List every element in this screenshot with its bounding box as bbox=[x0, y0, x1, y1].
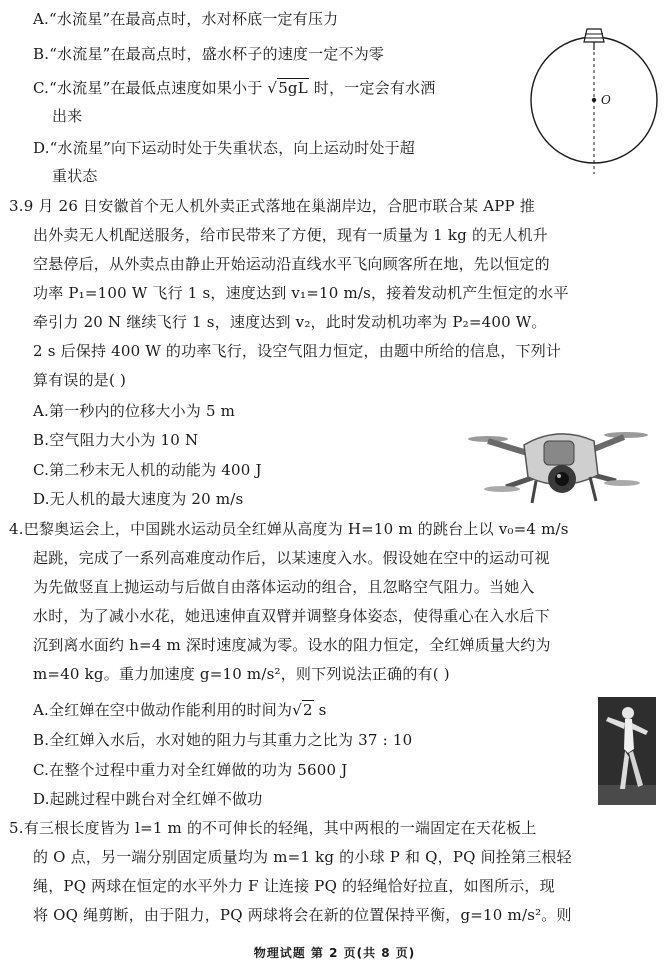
q3-stem-line-1: 3.9 月 26 日安徽首个无人机外卖正式落地在巢湖岸边，合肥市联合某 APP 推 bbox=[9, 197, 536, 215]
q4-option-a-unit: s bbox=[313, 701, 327, 719]
q4-option-a bbox=[33, 700, 327, 720]
q4-stem-line-3: 为先做竖直上抛运动与后做自由落体运动的组合，且忽略空气阻力。当她入 bbox=[33, 578, 535, 596]
q2-option-a: A.“水流星”在最高点时，水对杯底一定有压力 bbox=[33, 10, 339, 28]
q3-option-c: C.第二秒末无人机的动能为 400 J bbox=[33, 461, 262, 479]
sqrt-symbol: √ bbox=[267, 79, 278, 97]
q2-option-d-cont: 重状态 bbox=[52, 167, 98, 185]
drone-photo bbox=[466, 415, 656, 513]
q4-option-a-text: A.全红婵在空中做动作能利用的时间为 bbox=[33, 701, 293, 719]
q2-option-c-text: C.“水流星”在最低点速度如果小于 bbox=[33, 79, 263, 97]
q4-stem-line-5: 沉到离水面约 h=4 m 深时速度减为零。设水的阻力恒定，全红婵质量大约为 bbox=[33, 636, 551, 654]
q2-option-d: D.“水流星”向下运动时处于失重状态，向上运动时处于超 bbox=[33, 139, 415, 157]
q3-stem-line-7: 算有误的是( ) bbox=[33, 371, 127, 389]
q4-stem-line-1: 4.巴黎奥运会上，中国跳水运动员全红婵从高度为 H=10 m 的跳台上以 v₀=4 m/s bbox=[9, 520, 569, 538]
q5-stem-line-4: 将 OQ 绳剪断，由于阻力，PQ 两球将会在新的位置保持平衡，g=10 m/s²。则 bbox=[33, 906, 572, 924]
q4-option-d: D.起跳过程中跳台对全红婵不做功 bbox=[33, 790, 263, 808]
center-label-o: O bbox=[601, 93, 611, 107]
q3-stem-line-3: 空悬停后，从外卖点由静止开始运动沿直线水平飞向顾客所在地，先以恒定的 bbox=[33, 255, 550, 273]
q2-option-b: B.“水流星”在最高点时，盛水杯子的速度一定不为零 bbox=[33, 45, 385, 63]
q3-stem-line-6: 2 s 后保持 400 W 的功率飞行，设空气阻力恒定，由题中所给的信息，下列计 bbox=[33, 342, 562, 360]
page-footer: 物理试题 第 2 页(共 8 页) bbox=[253, 946, 416, 960]
cup-icon bbox=[584, 29, 604, 50]
q5-stem-line-3: 绳，PQ 两球在恒定的水平外力 F 让连接 PQ 的轻绳恰好拉直，如图所示，现 bbox=[33, 877, 555, 895]
q4-option-a-root: 2 bbox=[302, 701, 313, 719]
q4-stem-line-2: 起跳，完成了一系列高难度动作后，以某速度入水。假设她在空中的运动可视 bbox=[33, 549, 550, 567]
q3-stem-line-5: 牵引力 20 N 继续飞行 1 s，速度达到 v₂，此时发动机功率为 P₂=400 W。 bbox=[33, 313, 547, 331]
center-point bbox=[592, 98, 596, 102]
q4-option-c: C.在整个过程中重力对全红婵做的功为 5600 J bbox=[33, 761, 348, 779]
q3-option-a: A.第一秒内的位移大小为 5 m bbox=[33, 402, 236, 420]
q3-stem-line-4: 功率 P₁=100 W 飞行 1 s，速度达到 v₁=10 m/s，接着发动机产生恒定的水平 bbox=[33, 284, 569, 302]
q2-option-c bbox=[33, 78, 435, 98]
q5-stem-line-1: 5.有三根长度皆为 l=1 m 的不可伸长的轻绳，其中两根的一端固定在天花板上 bbox=[9, 819, 537, 837]
q3-option-d: D.无人机的最大速度为 20 m/s bbox=[33, 490, 244, 508]
q3-option-b: B.空气阻力大小为 10 N bbox=[33, 431, 199, 449]
q3-stem-line-2: 出外卖无人机配送服务，给市民带来了方便，现有一质量为 1 kg 的无人机升 bbox=[33, 226, 548, 244]
q2-option-c-root: 5gL bbox=[278, 79, 308, 97]
q4-stem-line-4: 水时，为了减小水花，她迅速伸直双臂并调整身体姿态，使得重心在入水后下 bbox=[33, 607, 550, 625]
q2-option-c-cont: 出来 bbox=[52, 107, 83, 125]
sqrt-symbol: √ bbox=[292, 701, 302, 719]
diver-photo bbox=[598, 697, 656, 805]
q2-option-c-text-post: 时，一定会有水洒 bbox=[313, 79, 436, 97]
q5-stem-line-2: 的 O 点，另一端分别固定质量均为 m=1 kg 的小球 P 和 Q，PQ 间拴第三根轻 bbox=[33, 848, 572, 866]
water-meteor-figure bbox=[530, 24, 662, 179]
q4-stem-line-6: m=40 kg。重力加速度 g=10 m/s²，则下列说法正确的有( ) bbox=[33, 665, 450, 683]
q4-option-b: B.全红婵入水后，水对她的阻力与其重力之比为 37 : 10 bbox=[33, 731, 413, 749]
